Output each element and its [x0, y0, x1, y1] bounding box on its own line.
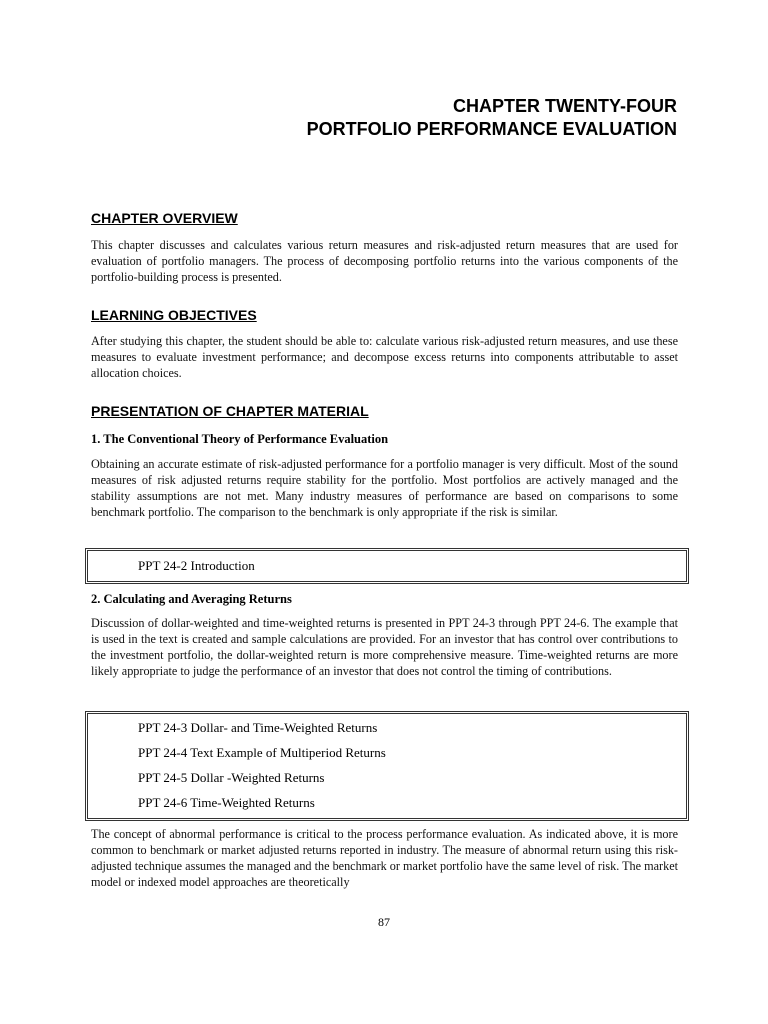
section1-title: 1. The Conventional Theory of Performance Evaluation: [91, 432, 389, 446]
ppt-reference: PPT 24-4 Text Example of Multiperiod Returns: [138, 745, 386, 760]
ppt-reference: PPT 24-2 Introduction: [138, 558, 255, 573]
ppt-box-section1: [85, 548, 689, 584]
ppt-reference: PPT 24-5 Dollar -Weighted Returns: [138, 770, 325, 785]
chapter-title: PORTFOLIO PERFORMANCE EVALUATION: [306, 119, 677, 139]
section2-paragraph: Discussion of dollar-weighted and time-weighted returns is presented in PPT 24-3 through PPT 24-6. The example that is used in the text is created and sample calculations are provided. For an investor that has control over contributions to the investment portfolio, the dollar-weighted return is more comprehensive measure. Time-weighted returns are more likely appropriate to judge the performance of an investor that does not control the timing of contributions.: [91, 616, 678, 678]
presentation-heading: PRESENTATION OF CHAPTER MATERIAL: [91, 403, 369, 419]
overview-heading: CHAPTER OVERVIEW: [91, 210, 238, 226]
chapter-number-title: CHAPTER TWENTY-FOUR: [453, 96, 677, 116]
objectives-heading: LEARNING OBJECTIVES: [91, 307, 257, 323]
objectives-paragraph: After studying this chapter, the student should be able to: calculate various risk-adjusted return measures, and use these measures to evaluate investment performance; and decompose excess returns into components attributable to asset allocation choices.: [91, 334, 678, 380]
section1-paragraph: Obtaining an accurate estimate of risk-adjusted performance for a portfolio manager is very difficult. Most of the sound measures of risk adjusted returns require stability for the portfolio. Most portfolios are actively managed and the stability assumptions are not met. Many industry measures of performance are based on comparisons to some benchmark portfolio. The comparison to the benchmark is only appropriate if the risk is similar.: [91, 457, 678, 519]
page-number: 87: [378, 915, 390, 929]
section2-paragraph-continued: The concept of abnormal performance is critical to the process performance evaluation. As indicated above, it is more common to benchmark or market adjusted returns reported in industry. The measure of abnormal return using this risk-adjusted technique assumes the managed and the benchmark or market portfolio have the same level of risk. The market model or indexed model approaches are theoretically: [91, 827, 678, 889]
section2-title: 2. Calculating and Averaging Returns: [91, 592, 292, 606]
overview-paragraph: This chapter discusses and calculates various return measures and risk-adjusted return measures that are used for evaluation of portfolio managers. The process of decomposing portfolio returns into the various components of the portfolio-building process is presented.: [91, 238, 678, 284]
ppt-box-section2: [85, 711, 689, 821]
ppt-reference: PPT 24-6 Time-Weighted Returns: [138, 795, 315, 810]
ppt-reference: PPT 24-3 Dollar- and Time-Weighted Returns: [138, 720, 378, 735]
